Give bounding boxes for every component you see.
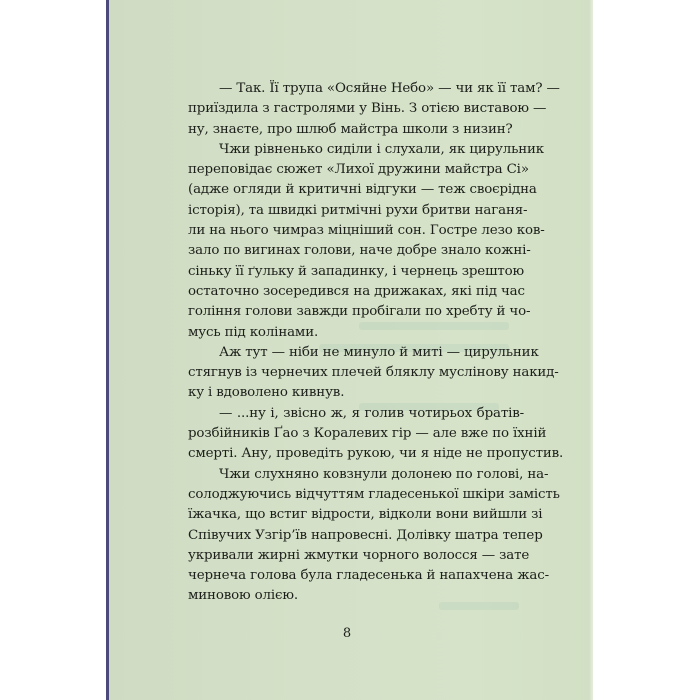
text-line: історія), та швидкі ритмічні рухи бритви наганя- [188,202,528,218]
text-line: переповідає сюжет «Лихої дружини майстра Сі» [188,162,529,178]
text-line: гоління голови завжди пробігали по хребту й чо- [188,304,531,320]
text-line: сіньку її ґульку й западинку, і чернець зрештою [188,263,525,279]
book-page [106,0,593,700]
body-text [188,79,564,607]
text-line: чернеча голова була гладесенька й напахчена жас- [188,568,549,584]
text-line: ли на нього чимраз міцніший сон. Гостре лезо ков- [188,223,545,239]
text-line: ну, знаєте, про шлюб майстра школи з низин? [188,121,513,137]
text-line: — ...ну і, звісно ж, я голив чотирьох братів- [219,405,524,421]
text-line: приїздила з гастролями у Вінь. З отією виставою — [188,101,547,117]
text-line: ку і вдоволено кивнув. [188,385,345,401]
text-line: укривали жирні жмутки чорного волосся — зате [188,547,530,563]
text-line: смерті. Ану, проведіть рукою, чи я ніде не пропустив. [188,446,564,462]
text-line: — Так. Її трупа «Осяйне Небо» — чи як її там? — [219,81,560,96]
text-line: Аж тут — ніби не минуло й миті — цирульник [219,344,539,360]
text-line: стягнув із чернечих плечей бляклу муслінову накид- [188,365,559,381]
text-line: (адже огляди й критичні відгуки — теж своєрідна [188,182,537,198]
text-line: розбійників Ґао з Коралевих гір — але вже по їхній [188,426,547,442]
text-line: остаточно зосередився на дрижаках, які під час [188,283,525,299]
text-line: солоджуючись відчуттям гладесенької шкіри замість [188,486,560,502]
text-line: мусь під колінами. [188,324,319,340]
text-line: миновою олією. [188,588,299,604]
text-line: Співучих Узгір’їв напровесні. Долівку шатра тепер [188,527,543,543]
text-line: їжачка, що встиг відрости, відколи вони вийшли зі [188,507,543,523]
text-line: Чжи слухняно ковзнули долонею по голові, на- [219,466,549,482]
text-line: Чжи рівненько сиділи і слухали, як цирульник [219,141,545,157]
page-number: 8 [342,626,352,641]
text-line: зало по вигинах голови, наче добре знало кожні- [188,243,531,259]
